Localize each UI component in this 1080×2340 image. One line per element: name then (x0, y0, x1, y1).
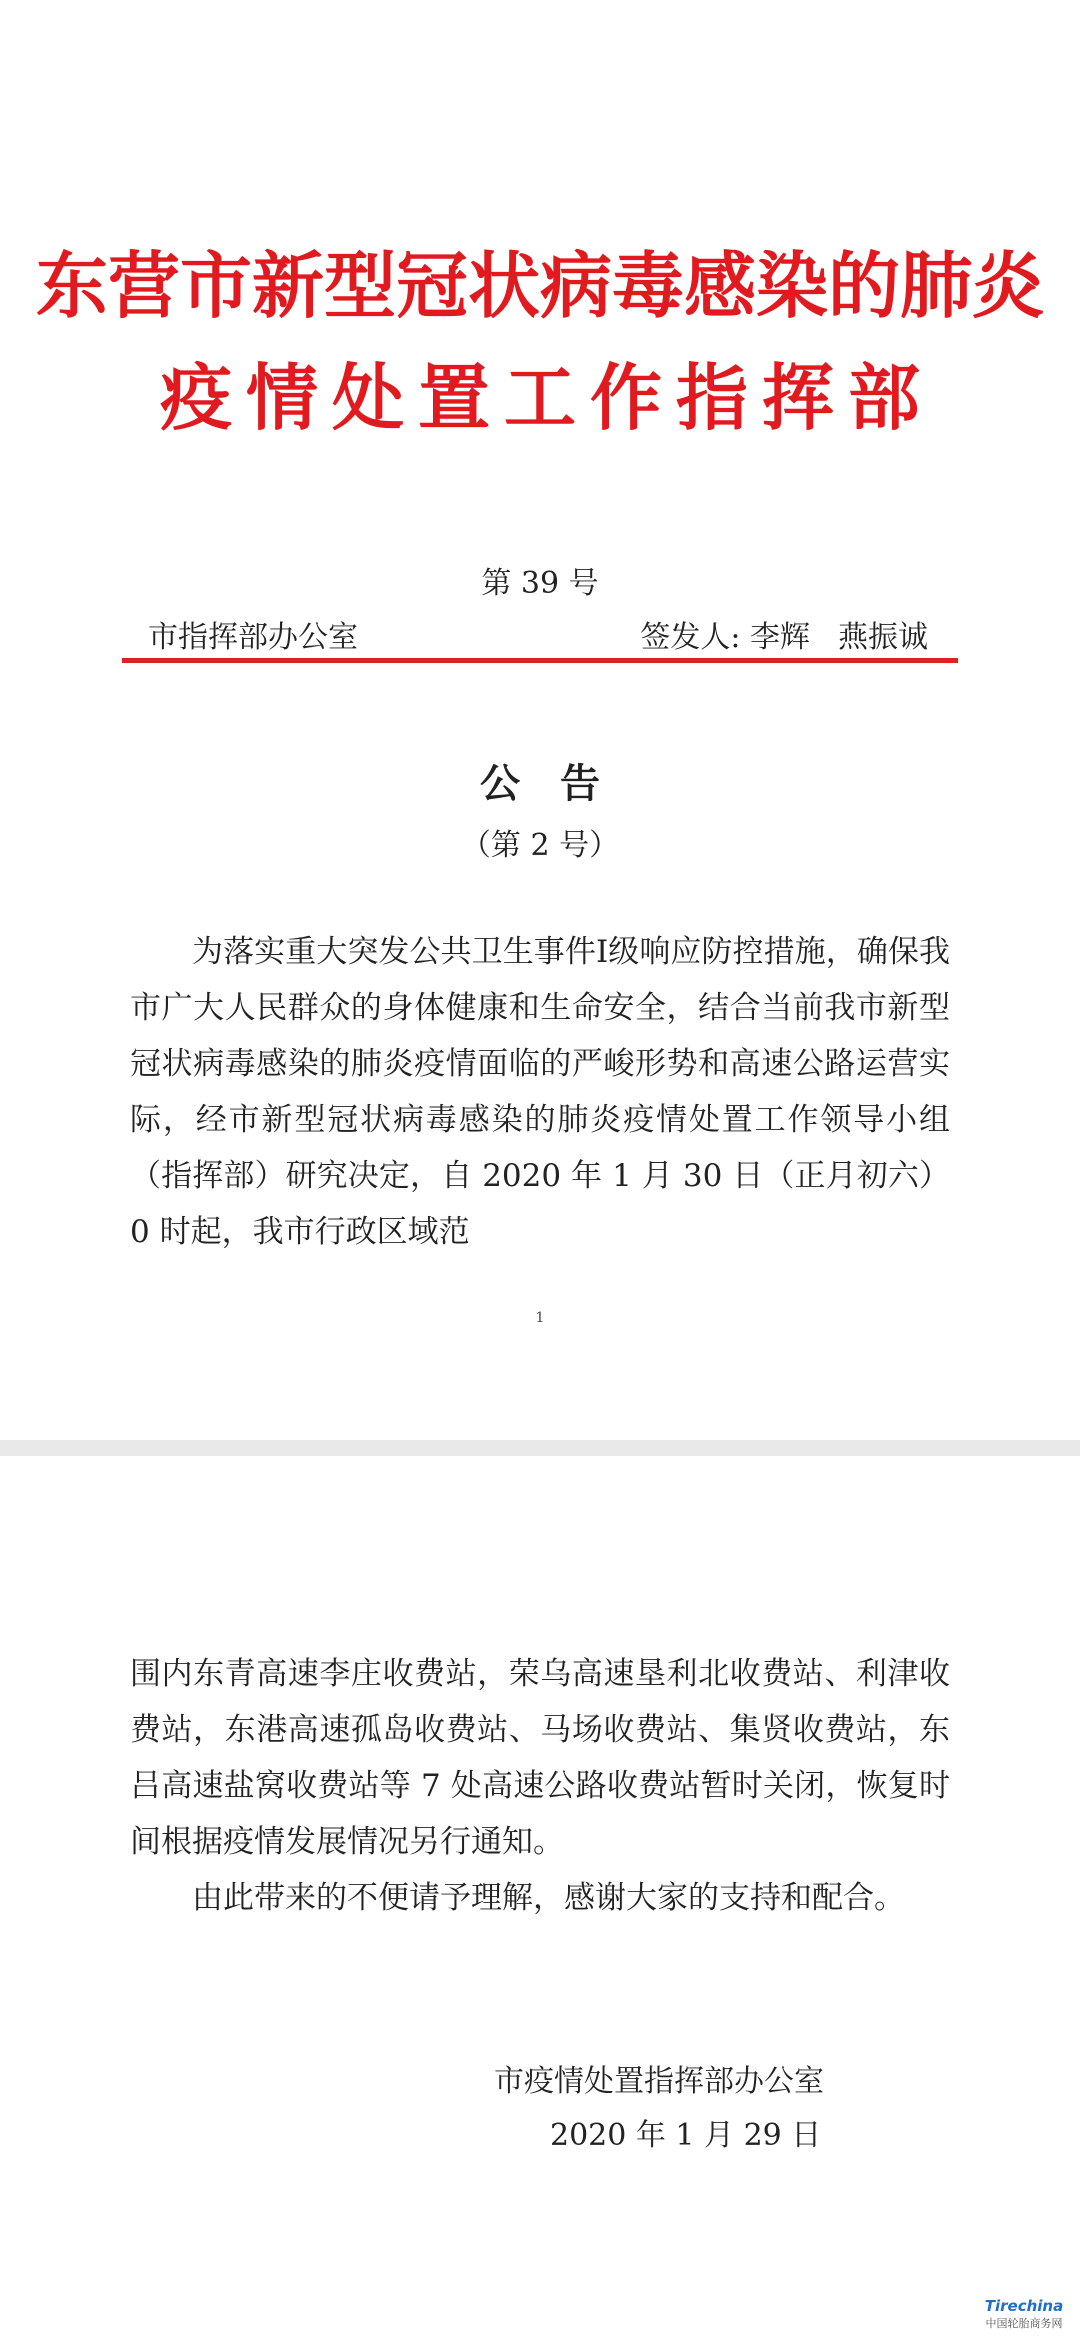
notice-title: 公告 (480, 760, 640, 807)
header-title-line-2: 疫情处置工作指挥部 (159, 356, 934, 440)
signer-line (640, 612, 928, 656)
notice-paragraph-3: 由此带来的不便请予理解，感谢大家的支持和配合。 (192, 1880, 905, 1916)
notice-paragraph-2: 围内东青高速李庄收费站，荣乌高速垦利北收费站、利津收费站，东港高速孤岛收费站、马场收费站、集贤收费站，东吕高速盐窝收费站等 7 处高速公路收费站暂时关闭，恢复时间根据疫情发展情况另行通知。 (130, 1656, 950, 1860)
page-number: 1 (535, 1310, 545, 1326)
watermark-brand: Tirechina (984, 2297, 1064, 2315)
signature-date: 2020 年 1 月 29 日 (550, 2118, 822, 2153)
signature-office: 市疫情处置指挥部办公室 (494, 2064, 824, 2099)
document-number: 第 39 号 (481, 566, 599, 601)
header-title-line-1: 东营市新型冠状病毒感染的肺炎 (35, 244, 1044, 328)
issuer-office: 市指挥部办公室 (148, 620, 358, 655)
watermark-subtitle: 中国轮胎商务网 (985, 2317, 1063, 2330)
notice-number: （第 2 号） (460, 828, 620, 863)
notice-paragraph-1: 为落实重大突发公共卫生事件Ⅰ级响应防控措施，确保我市广大人民群众的身体健康和生命安全，结合当前我市新型冠状病毒感染的肺炎疫情面临的严峻形势和高速公路运营实际，经市新型冠状病毒感染的肺炎疫情处置工作领导小组（指挥部）研究决定，自 2020 年 1 月 30 日（正月初六）0 时起，我市行政区域范 (130, 934, 950, 1250)
red-divider-rule (122, 658, 958, 663)
tirechina-watermark-logo (976, 2296, 1072, 2336)
signer-second-name: 燕振诚 (838, 620, 928, 655)
signer-label: 签发人: 李辉 (640, 620, 810, 655)
page-divider (0, 1440, 1080, 1456)
